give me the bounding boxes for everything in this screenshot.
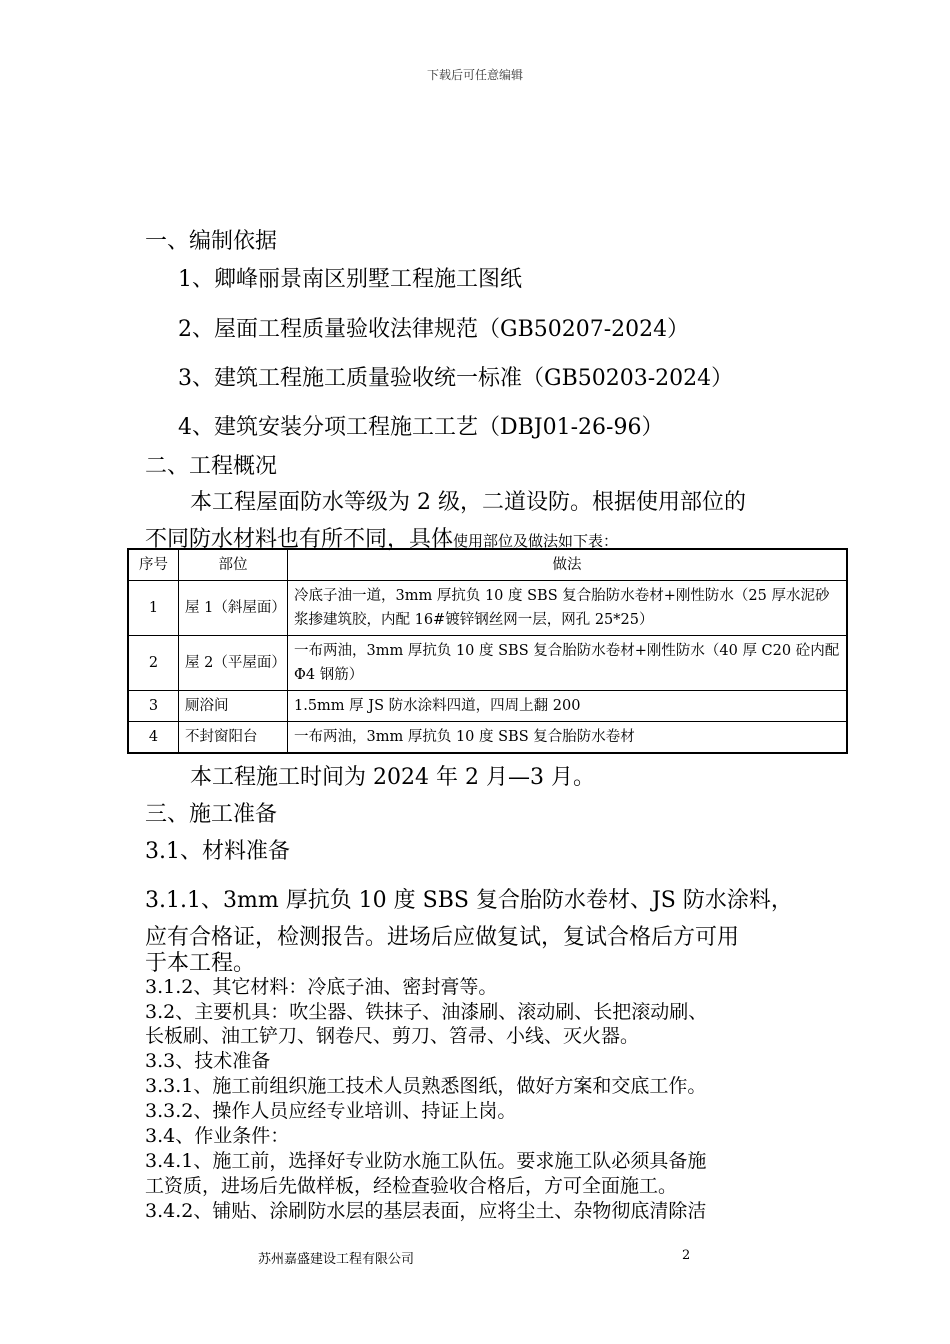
col-header-part: 部位	[179, 549, 288, 581]
footer-page-number: 2	[682, 1248, 691, 1263]
item-3-1-1-line1: 3.1.1、3mm 厚抗负 10 度 SBS 复合胎防水卷材、JS 防水涂料，	[145, 888, 793, 913]
overview-para-line2-small: 使用部位及做法如下表：	[453, 532, 619, 550]
table-row	[128, 581, 847, 636]
item-3-1-1-line2: 应有合格证，检测报告。进场后应做复试，复试合格后方可用	[145, 925, 740, 950]
reference-item-4: 4、建筑安装分项工程施工工艺（DBJ01-26-96）	[178, 415, 664, 440]
table-row	[128, 691, 847, 722]
overview-para-line1: 本工程屋面防水等级为 2 级，二道设防。根据使用部位的	[190, 490, 746, 515]
section3-title: 三、施工准备	[145, 802, 278, 827]
row-no: 2	[128, 636, 179, 691]
item-3-1-1-line3: 于本工程。	[145, 951, 256, 976]
item-3-2-line1: 3.2、主要机具：吹尘器、铁抹子、油漆刷、滚动刷、长把滚动刷、	[145, 1001, 708, 1023]
reference-item-3: 3、建筑工程施工质量验收统一标准（GB50203-2024）	[178, 366, 734, 391]
item-3-3-2: 3.3.2、操作人员应经专业培训、持证上岗。	[145, 1100, 517, 1122]
reference-item-1: 1、卿峰丽景南区别墅工程施工图纸	[178, 267, 522, 292]
item-3-4-1-line1: 3.4.1、施工前，选择好专业防水施工队伍。要求施工队必须具备施	[145, 1150, 707, 1172]
subsection-3-1: 3.1、材料准备	[145, 839, 290, 864]
row-method: 1.5mm 厚 JS 防水涂料四道，四周上翻 200	[288, 691, 848, 722]
row-part: 屋 1（斜屋面）	[179, 581, 288, 636]
item-3-2-line2: 长板刷、油工铲刀、钢卷尺、剪刀、笤帚、小线、灭火器。	[145, 1025, 640, 1047]
col-header-no: 序号	[128, 549, 179, 581]
row-no: 3	[128, 691, 179, 722]
row-method: 冷底子油一道，3mm 厚抗负 10 度 SBS 复合胎防水卷材+刚性防水（25 厚水泥砂浆掺建筑胶，内配 16#镀锌钢丝网一层，网孔 25*25）	[288, 581, 848, 636]
subsection-3-4: 3.4、作业条件：	[145, 1125, 290, 1147]
table-row	[128, 722, 847, 754]
schedule-text: 本工程施工时间为 2024 年 2 月—3 月。	[190, 765, 595, 790]
row-method: 一布两油，3mm 厚抗负 10 度 SBS 复合胎防水卷材	[288, 722, 848, 754]
col-header-method: 做法	[288, 549, 848, 581]
table-header-row	[128, 549, 847, 581]
item-3-3-1: 3.3.1、施工前组织施工技术人员熟悉图纸，做好方案和交底工作。	[145, 1075, 707, 1097]
row-no: 4	[128, 722, 179, 754]
row-no: 1	[128, 581, 179, 636]
subsection-3-3: 3.3、技术准备	[145, 1050, 271, 1072]
section1-title: 一、编制依据	[145, 229, 278, 254]
row-part: 不封窗阳台	[179, 722, 288, 754]
row-part: 屋 2（平屋面）	[179, 636, 288, 691]
item-3-4-2-line1: 3.4.2、铺贴、涂刷防水层的基层表面，应将尘土、杂物彻底清除洁	[145, 1200, 707, 1222]
page-header: 下载后可任意编辑	[426, 68, 523, 82]
reference-item-2: 2、屋面工程质量验收法律规范（GB50207-2024）	[178, 317, 690, 342]
footer-company: 苏州嘉盛建设工程有限公司	[258, 1252, 415, 1267]
row-method: 一布两油，3mm 厚抗负 10 度 SBS 复合胎防水卷材+刚性防水（40 厚 C20 砼内配 Φ4 钢筋）	[288, 636, 848, 691]
waterproof-spec-table	[127, 548, 848, 754]
overview-para-line2-text: 不同防水材料也有所不同，具体	[145, 527, 454, 552]
item-3-4-1-line2: 工资质，进场后先做样板，经检查验收合格后，方可全面施工。	[145, 1175, 678, 1197]
item-3-1-2: 3.1.2、其它材料：冷底子油、密封膏等。	[145, 976, 498, 998]
table-row	[128, 636, 847, 691]
row-part: 厕浴间	[179, 691, 288, 722]
section2-title: 二、工程概况	[145, 454, 278, 479]
